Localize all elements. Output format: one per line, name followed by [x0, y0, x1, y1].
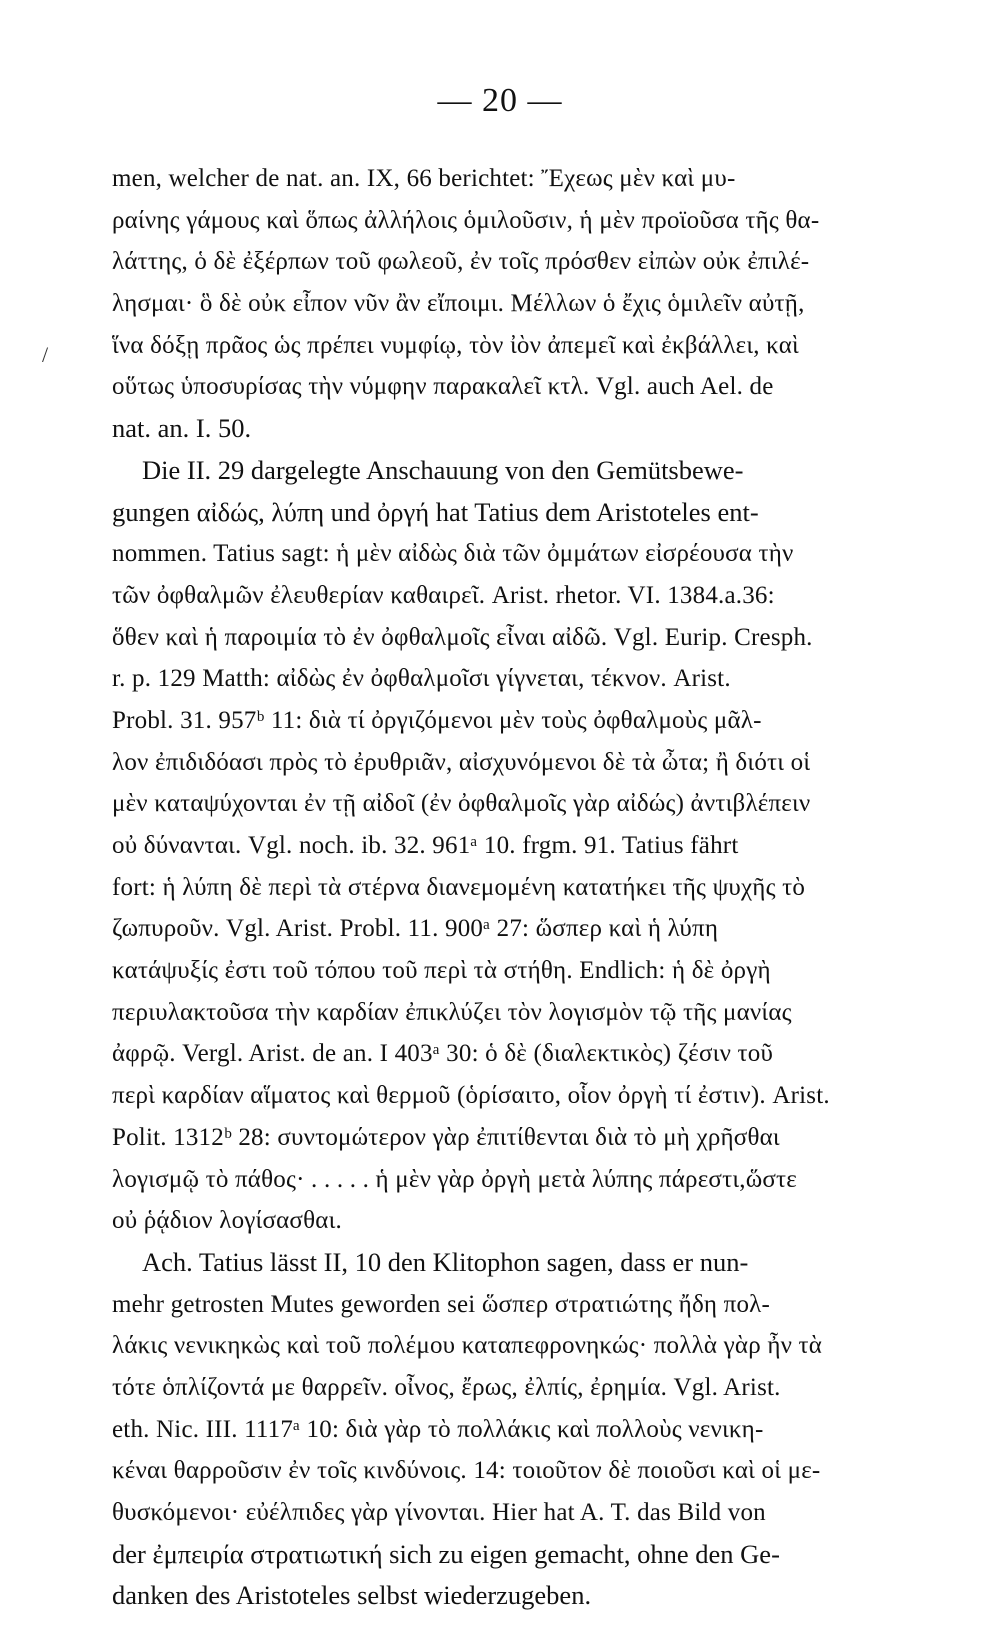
text-line: περὶ καρδίαν αἵματος καὶ θερμοῦ (ὁρίσαιτο, οἷον ὀργὴ τί ἐστιν). Arist.	[112, 1082, 830, 1110]
text-line: mehr getrosten Mutes geworden sei ὥσπερ στρατιώτης ἤδη πολ-	[112, 1290, 771, 1318]
page-number: — 20 —	[437, 82, 563, 119]
text-line: men, welcher de nat. an. IX, 66 berichtet: Ἔχεως μὲν καὶ μυ-	[112, 165, 736, 192]
text-line: eth. Nic. III. 1117ᵃ 10: διὰ γὰρ τὸ πολλάκις καὶ πολλοὺς νενικη-	[112, 1415, 764, 1443]
text-line: gungen αἰδώς, λύπη und ὀργή hat Tatius dem Aristoteles ent-	[112, 496, 759, 527]
page-body	[112, 158, 902, 1617]
text-line: λησμαι· ὃ δὲ οὐκ εἶπον νῦν ἂν εἴποιμι. Μέλλων ὁ ἔχις ὁμιλεῖν αὐτῇ,	[112, 290, 805, 318]
text-line: nommen. Tatius sagt: ἡ μὲν αἰδὼς διὰ τῶν ὀμμάτων εἰσρέουσα τὴν	[112, 540, 794, 568]
text-line: ὅθεν καὶ ἡ παροιμία τὸ ἐν ὀφθαλμοῖς εἶναι αἰδῶ. Vgl. Eurip. Cresph.	[112, 623, 813, 651]
text-line: λάττης, ὁ δὲ ἐξέρπων τοῦ φωλεοῦ, ἐν τοῖς πρόσθεν εἰπὼν οὐκ ἐπιλέ-	[112, 248, 810, 276]
text-line: ραίνης γάμους καὶ ὅπως ἀλλήλοις ὁμιλοῦσιν, ἡ μὲν προϊοῦσα τῆς θα-	[112, 206, 820, 234]
text-line: nat. an. I. 50.	[112, 413, 252, 444]
text-line: danken des Aristoteles selbst wiederzugeben.	[112, 1580, 592, 1611]
text-line: ἵνα δόξῃ πρᾶος ὡς πρέπει νυμφίῳ, τὸν ἰὸν ἀπεμεῖ καὶ ἐκβάλλει, καὶ	[112, 331, 799, 359]
text-line: τῶν ὀφθαλμῶν ἐλευθερίαν καθαιρεῖ. Arist. rhetor. VI. 1384.a.36:	[112, 581, 775, 609]
text-line: Probl. 31. 957ᵇ 11: διὰ τί ὀργιζόμενοι μὲν τοὺς ὀφθαλμοὺς μᾶλ-	[112, 706, 762, 734]
text-line: Polit. 1312ᵇ 28: συντομώτερον γὰρ ἐπιτίθενται διὰ τὸ μὴ χρῆσθαι	[112, 1123, 780, 1151]
text-line: κέναι θαρροῦσιν ἐν τοῖς κινδύνοις. 14: τοιοῦτον δὲ ποιοῦσι καὶ οἱ με-	[112, 1457, 821, 1485]
text-line: ζωπυροῦν. Vgl. Arist. Probl. 11. 900ᵃ 27: ὥσπερ καὶ ἡ λύπη	[112, 915, 719, 943]
text-line: der ἐμπειρία στρατιωτική sich zu eigen gemacht, ohne den Ge-	[112, 1538, 780, 1569]
text-line: περιυλακτοῦσα τὴν καρδίαν ἐπικλύζει τὸν λογισμὸν τῷ τῆς μανίας	[112, 998, 792, 1026]
text-line: θυσκόμενοι· εὐέλπιδες γὰρ γίνονται. Hier hat A. T. das Bild von	[112, 1499, 766, 1526]
margin-mark: /	[42, 342, 49, 367]
text-line: λάκις νενικηκὼς καὶ τοῦ πολέμου καταπεφρονηκώς· πολλὰ γὰρ ἦν τὰ	[112, 1332, 823, 1360]
text-line: μὲν καταψύχονται ἐν τῇ αἰδοῖ (ἐν ὀφθαλμοῖς γὰρ αἰδώς) ἀντιβλέπειν	[112, 790, 811, 818]
text-line: κατάψυξίς ἐστι τοῦ τόπου τοῦ περὶ τὰ στήθη. Endlich: ἡ δὲ ὀργὴ	[112, 957, 771, 985]
paragraph-start-line: Ach. Tatius lässt II, 10 den Klitophon sagen, dass er nun-	[142, 1246, 749, 1277]
text-line: τότε ὁπλίζοντά με θαρρεῖν. οἶνος, ἔρως, ἐλπίς, ἐρημία. Vgl. Arist.	[112, 1373, 781, 1401]
paragraph-start-line: Die II. 29 dargelegte Anschauung von den Gemütsbewe-	[142, 454, 744, 485]
text-line: r. p. 129 Matth: αἰδὼς ἐν ὀφθαλμοῖσι γίγνεται, τέκνον. Arist.	[112, 665, 731, 693]
text-line: fort: ἡ λύπη δὲ περὶ τὰ στέρνα διανεμομένη κατατήκει τῆς ψυχῆς τὸ	[112, 873, 806, 901]
text-line: οὕτως ὑποσυρίσας τὴν νύμφην παρακαλεῖ κτλ. Vgl. auch Ael. de	[112, 373, 774, 401]
text-line: ἀφρῷ. Vergl. Arist. de an. I 403ᵃ 30: ὁ δὲ (διαλεκτικὸς) ζέσιν τοῦ	[112, 1040, 774, 1068]
text-line: λον ἐπιδιδόασι πρὸς τὸ ἐρυθριᾶν, αἰσχυνόμενοι δὲ τὰ ὦτα; ἢ διότι οἱ	[112, 748, 811, 776]
text-line: οὐ ῥᾴδιον λογίσασθαι.	[112, 1207, 342, 1235]
text-line: οὐ δύνανται. Vgl. noch. ib. 32. 961ᵃ 10. frgm. 91. Tatius fährt	[112, 832, 739, 859]
text-line: λογισμῷ τὸ πάθος· . . . . . ἡ μὲν γὰρ ὀργὴ μετὰ λύπης πάρεστι,ὥστε	[112, 1165, 798, 1193]
